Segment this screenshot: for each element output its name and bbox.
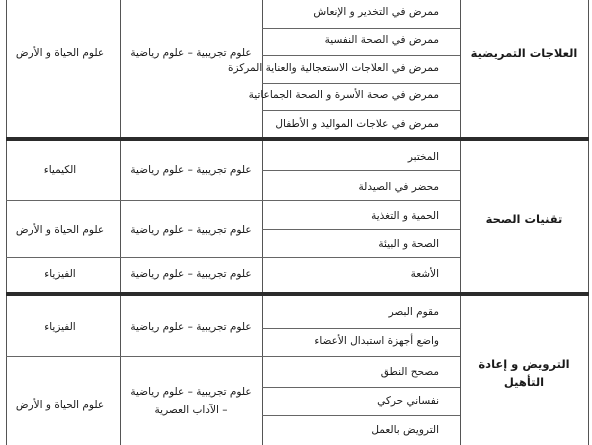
row-divider: [262, 229, 460, 230]
specialty-item: ممرض في الصحة النفسية: [324, 34, 439, 46]
specialty-item: نفساني حركي: [377, 395, 439, 407]
row-divider: [262, 110, 460, 111]
border-right: [588, 0, 589, 445]
required-subject: علوم الحياة و الأرض: [15, 224, 105, 236]
specialty-item: محضر في الصيدلة: [358, 181, 439, 193]
row-divider: [262, 28, 460, 29]
specialty-item: المختبر: [407, 151, 439, 163]
section-divider: [6, 137, 589, 141]
specialty-item: الصحة و البيئة: [378, 238, 439, 250]
specialty-item: ممرض في علاجات المواليد و الأطفال: [275, 118, 439, 130]
specialty-item: مقوم البصر: [388, 306, 439, 318]
row-divider: [262, 328, 460, 329]
required-subject: علوم الحياة و الأرض: [15, 399, 105, 411]
required-subject: الكيمياء: [43, 164, 77, 176]
row-divider: [262, 55, 460, 56]
group-divider: [6, 200, 460, 201]
bac-streams: علوم تجريبية – علوم رياضية: [130, 164, 252, 176]
bac-streams: علوم تجريبية – علوم رياضية – الآداب العصرية: [130, 386, 252, 416]
section-title: الترويض و إعادة التأهيل: [478, 357, 570, 389]
specialty-item: واضع أجهزة استبدال الأعضاء: [314, 335, 439, 347]
specialty-item: ممرض في العلاجات الاستعجالية والعناية المركزة: [227, 62, 439, 74]
section-title: العلاجات التمريضية: [470, 46, 578, 60]
required-subject: الفيزياء: [44, 321, 76, 333]
specialty-item: مصحح النطق: [380, 366, 439, 378]
specialty-item: الحمية و التغذية: [371, 210, 439, 222]
specialty-item: ممرض في صحة الأسرة و الصحة الجماعاتية: [248, 89, 439, 101]
row-divider: [262, 387, 460, 388]
required-subject: علوم الحياة و الأرض: [15, 47, 105, 59]
bac-streams: علوم تجريبية – علوم رياضية: [130, 224, 252, 236]
bac-streams: علوم تجريبية – علوم رياضية: [130, 47, 252, 59]
row-divider: [262, 170, 460, 171]
section-divider: [6, 292, 589, 296]
group-divider: [6, 257, 460, 258]
row-divider: [262, 83, 460, 84]
specialty-item: الأشعة: [410, 268, 439, 280]
group-divider: [6, 356, 460, 357]
section-title: تقنيات الصحة: [485, 212, 563, 226]
row-divider: [262, 415, 460, 416]
specialty-item: الترويض بالعمل: [371, 424, 439, 436]
bac-streams: علوم تجريبية – علوم رياضية: [130, 268, 252, 280]
specialty-item: ممرض في التخدير و الإنعاش: [313, 6, 439, 18]
bac-streams: علوم تجريبية – علوم رياضية: [130, 321, 252, 333]
required-subject: الفيزياء: [44, 268, 76, 280]
